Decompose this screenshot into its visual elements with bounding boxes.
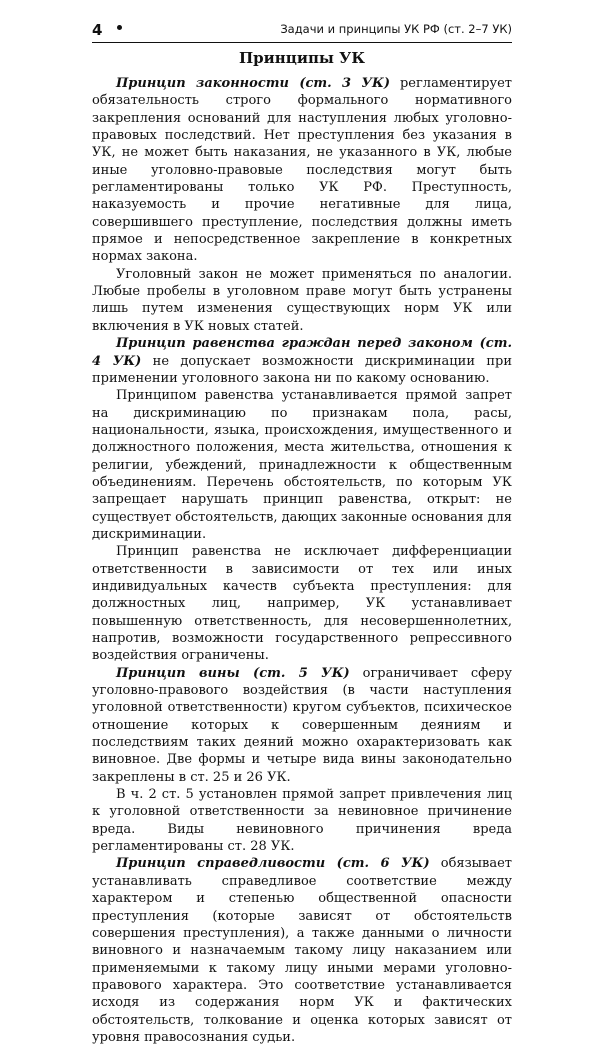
bullet-icon xyxy=(117,25,122,30)
paragraph: Принцип справедливости (ст. 6 УК) обязывает устанавливать справедливое соответствие между характером и степенью общественной опасности преступления (которые зависят от обстоятельств совершения преступления), а также данными о личности виновного и назначаемым такому лицу наказанием или применяемыми к такому лицу иными мерами уголовно-правового характера. Это соответствие устанавливается исходя из содержания норм УК и фактических обстоятельств, толкование и оценка которых зависят от уровня правосознания судьи. xyxy=(92,856,512,1045)
principle-lead: Принцип равенства граждан перед законом (ст. 4 УК) xyxy=(92,336,512,369)
principle-lead: Принцип справедливости (ст. 6 УК) xyxy=(116,856,430,872)
running-title: Задачи и принципы УК РФ (ст. 2–7 УК) xyxy=(280,22,512,36)
principle-lead: Принцип вины (ст. 5 УК) xyxy=(116,665,350,681)
paragraph: Принцип законности (ст. 3 УК) регламентирует обязательность строго формального нормативного закрепления оснований для наступления любых уголовно-правовых последствий. Нет преступления без указания в УК, не может быть наказания, не указанного в УК, любые иные уголовно-правовые последствия могут быть регламентированы только УК РФ. Преступность, наказуемость и прочие негативные для лица, совершившего преступление, последствия должны иметь прямое и непосредственное закрепление в конкретных нормах закона. xyxy=(92,76,512,265)
principle-lead: Принцип законности (ст. 3 УК) xyxy=(116,76,390,91)
paragraph: Принцип равенства граждан перед законом (ст. 4 УК) не допускает возможности дискриминации при применении уголовного закона ни по какому основанию. xyxy=(92,336,512,386)
section-title: Принципы УК xyxy=(238,49,366,67)
main-text xyxy=(92,48,512,1046)
paragraph: Принципом равенства устанавливается прямой запрет на дискриминацию по признакам пола, расы, национальности, языка, происхождения, имущественного и должностного положения, места жительства, отношения к религии, убеждений, принадлежности к общественным объединениям. Перечень обстоятельств, по которым УК запрещает нарушать принцип равенства, открыт: не существует обстоятельств, дающих законные основания для дискриминации. xyxy=(92,388,512,542)
page-number: 4 xyxy=(92,21,103,39)
paragraph: Уголовный закон не может применяться по аналогии. Любые пробелы в уголовном праве могут быть устранены лишь путем изменения существующих норм УК или включения в УК новых статей. xyxy=(92,266,512,334)
paragraph: Принцип вины (ст. 5 УК) ограничивает сферу уголовно-правового воздействия (в части наступления уголовной ответственности) кругом субъектов, психическое отношение которых к совершенным деяниям и последствиям таких деяний можно охарактеризовать как виновное. Две формы и четыре вида вины законодательно закреплены в ст. 25 и 26 УК. xyxy=(92,665,512,785)
paragraph: В ч. 2 ст. 5 установлен прямой запрет привлечения лиц к уголовной ответственности за невиновное причинение вреда. Виды невиновного причинения вреда регламентированы ст. 28 УК. xyxy=(92,787,512,855)
running-header xyxy=(92,20,512,42)
header-rule xyxy=(92,42,512,43)
paragraph: Принцип равенства не исключает дифференциации ответственности в зависимости от тех или иных индивидуальных качеств субъекта преступления: для должностных лиц, например, УК устанавливает повышенную ответственность, для несовершеннолетних, напротив, возможности государственного репрессивного воздействия ограничены. xyxy=(92,544,512,664)
